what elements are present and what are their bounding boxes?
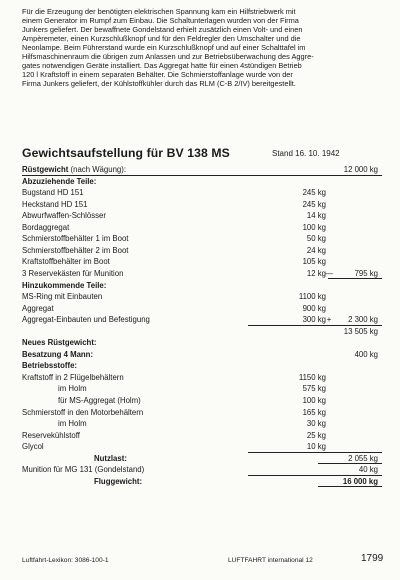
row-label xyxy=(22,337,97,348)
subtotal-weight: 2 300 kg xyxy=(348,315,378,325)
table-row xyxy=(22,233,382,244)
item-weight: 165 kg xyxy=(302,407,326,417)
table-row xyxy=(22,441,382,452)
row-label xyxy=(58,383,87,394)
subtotal-weight: 40 kg xyxy=(358,465,378,475)
item-weight: 50 kg xyxy=(306,234,326,244)
row-label-text: MS-Ring mit Einbauten xyxy=(22,292,103,302)
table-row xyxy=(22,372,382,383)
row-label xyxy=(94,476,142,487)
page-title: Gewichtsaufstellung für BV 138 MS xyxy=(22,146,230,160)
table-row xyxy=(22,291,382,302)
row-label-text: Rüstgewicht xyxy=(22,165,69,174)
item-weight: 100 kg xyxy=(302,222,326,232)
item-weight: 25 kg xyxy=(306,430,326,440)
row-label xyxy=(22,256,110,267)
row-label xyxy=(22,176,96,187)
item-weight: 245 kg xyxy=(302,188,326,198)
row-label-text: Aggregat xyxy=(22,303,54,313)
subtotal-weight: 13 505 kg xyxy=(343,326,378,336)
row-label-text: 3 Reservekästen für Munition xyxy=(22,268,124,278)
table-row xyxy=(22,210,382,221)
intro-line: Neonlampe. Beim Führerstand wurde ein Kurzschlußknopf und auf einer Schalttafel im xyxy=(22,43,306,53)
table-row xyxy=(22,326,382,337)
subtotal-weight: 400 kg xyxy=(354,349,378,359)
row-label-text: Schmierstoffbehälter 2 im Boot xyxy=(22,245,129,255)
sum-rule xyxy=(248,452,382,453)
row-label-text: Nutzlast: xyxy=(94,453,127,463)
table-row xyxy=(22,337,382,348)
row-label xyxy=(22,372,124,383)
intro-line: 120 l Kraftstoff in einem separaten Behälter. Die Schmierstoffanlage wurde von der xyxy=(22,70,293,80)
item-weight: 575 kg xyxy=(302,384,326,394)
table-row xyxy=(22,464,382,475)
stand-date: Stand 16. 10. 1942 xyxy=(272,149,340,158)
intro-line: Junkers geliefert. Der bewaffnete Gondelstand erhielt zusätzlich einen Volt- und einen xyxy=(22,25,303,35)
row-label-text: Hinzukommende Teile: xyxy=(22,280,107,290)
item-weight: 14 kg xyxy=(306,211,326,221)
subtotal-weight: 12 000 kg xyxy=(343,165,378,174)
row-label-text: Kraftstoff in 2 Flügelbehältern xyxy=(22,372,124,382)
row-label xyxy=(58,418,87,429)
intro-line: Firma Junkers geliefert, der Kühlstoffkühler durch das RLM (C-B 2/IV) bereitgestellt. xyxy=(22,79,296,89)
item-weight: 30 kg xyxy=(306,419,326,429)
row-label xyxy=(22,164,126,175)
operator: — xyxy=(325,268,333,278)
row-label-text: Schmierstoff in den Motorbehältern xyxy=(22,407,144,417)
row-label-text: Bugstand HD 151 xyxy=(22,188,84,198)
sum-rule xyxy=(318,463,382,464)
page-number: 1799 xyxy=(361,553,384,564)
table-row xyxy=(22,303,382,314)
item-weight: 300 kg xyxy=(302,315,326,325)
row-label xyxy=(22,360,77,371)
operator: + xyxy=(326,315,332,325)
row-label xyxy=(22,280,106,291)
row-label xyxy=(22,314,150,325)
row-label xyxy=(22,303,54,314)
item-weight: 245 kg xyxy=(302,199,326,209)
table-row xyxy=(22,187,382,198)
row-label xyxy=(22,199,87,210)
table-row xyxy=(22,268,382,279)
table-row xyxy=(22,453,382,464)
table-row xyxy=(22,314,382,325)
row-label xyxy=(22,464,144,475)
row-label xyxy=(22,187,84,198)
item-weight: 100 kg xyxy=(302,396,326,405)
row-label xyxy=(58,395,141,406)
table-row xyxy=(22,349,382,360)
table-row xyxy=(22,164,382,175)
row-label-text: Besatzung 4 Mann: xyxy=(22,349,94,359)
row-label xyxy=(22,441,44,452)
sum-rule xyxy=(248,325,382,326)
intro-line: einem Generator im Rumpf zum Einbau. Die Schaltunterlagen wurden von der Firma xyxy=(22,16,299,26)
footer-reference: Luftfahrt-Lexikon: 3086-100-1 xyxy=(22,557,109,564)
table-row xyxy=(22,395,382,406)
item-weight: 900 kg xyxy=(302,303,326,313)
item-weight: 24 kg xyxy=(306,245,326,255)
row-label-text: Aggregat-Einbauten und Befestigung xyxy=(22,315,150,325)
table-row xyxy=(22,430,382,441)
table-row xyxy=(22,407,382,418)
sum-rule xyxy=(22,175,382,176)
row-label-text: Munition für MG 131 (Gondelstand) xyxy=(22,465,145,475)
row-label-text: Heckstand HD 151 xyxy=(22,199,88,209)
row-label-text: Betriebsstoffe: xyxy=(22,361,78,371)
row-label xyxy=(22,407,143,418)
intro-line: gates notwendigen Geräte installiert. Das Aggregat hatte für einen 4stündigen Betrieb xyxy=(22,61,302,71)
row-label xyxy=(22,222,69,233)
intro-line: Für die Erzeugung der benötigten elektrischen Spannung kam ein Hilfstriebwerk mit xyxy=(22,7,296,16)
row-label xyxy=(22,268,123,279)
sum-rule xyxy=(328,278,382,279)
row-label-text: Abwurfwaffen-Schlösser xyxy=(22,211,106,221)
row-label-text: im Holm xyxy=(58,384,87,394)
table-row xyxy=(22,222,382,233)
sum-rule xyxy=(318,486,382,487)
subtotal-weight: 795 kg xyxy=(354,268,378,278)
footer-journal: LUFTFAHRT international 12 xyxy=(228,557,313,564)
table-row xyxy=(22,176,382,187)
row-label-text: Kraftstoffbehälter im Boot xyxy=(22,257,110,267)
table-row xyxy=(22,476,382,487)
item-weight: 12 kg xyxy=(306,268,326,278)
table-row xyxy=(22,256,382,267)
item-weight: 1150 kg xyxy=(298,372,326,382)
table-row xyxy=(22,245,382,256)
row-label xyxy=(22,233,128,244)
table-row xyxy=(22,360,382,371)
intro-line: Hilfsmaschinenraum die übrigen zum Anlassen und zur Betriebsüberwachung des Aggre- xyxy=(22,52,314,62)
intro-line: Ampèremeter, einen Kurzschlußknopf und für den Feldregler den Umschalter und die xyxy=(22,34,301,44)
sum-rule xyxy=(248,475,382,476)
table-row xyxy=(22,418,382,429)
row-label xyxy=(22,349,93,360)
row-label xyxy=(22,291,102,302)
item-weight: 105 kg xyxy=(302,257,326,267)
table-row xyxy=(22,199,382,210)
row-label-suffix: (nach Wägung): xyxy=(68,165,126,174)
row-label-text: Schmierstoffbehälter 1 im Boot xyxy=(22,234,129,244)
row-label-text: Fluggewicht: xyxy=(94,476,143,486)
intro-paragraph xyxy=(22,7,384,88)
row-label-text: Abzuziehende Teile: xyxy=(22,176,97,186)
row-label-text: Glycol xyxy=(22,442,44,452)
item-weight: 1100 kg xyxy=(298,292,326,302)
row-label xyxy=(22,430,80,441)
table-row xyxy=(22,280,382,291)
row-label-text: für MS-Aggregat (Holm) xyxy=(58,396,141,405)
subtotal-weight: 2 055 kg xyxy=(348,453,378,463)
row-label-text: im Holm xyxy=(58,419,87,429)
row-label-text: Reservekühlstoff xyxy=(22,430,80,440)
row-label xyxy=(22,210,106,221)
row-label-text: Neues Rüstgewicht: xyxy=(22,338,97,348)
table-row xyxy=(22,383,382,394)
row-label-text: Bordaggregat xyxy=(22,222,70,232)
row-label xyxy=(22,245,128,256)
subtotal-weight: 16 000 kg xyxy=(342,476,378,486)
row-label xyxy=(94,453,127,464)
item-weight: 10 kg xyxy=(306,442,326,452)
